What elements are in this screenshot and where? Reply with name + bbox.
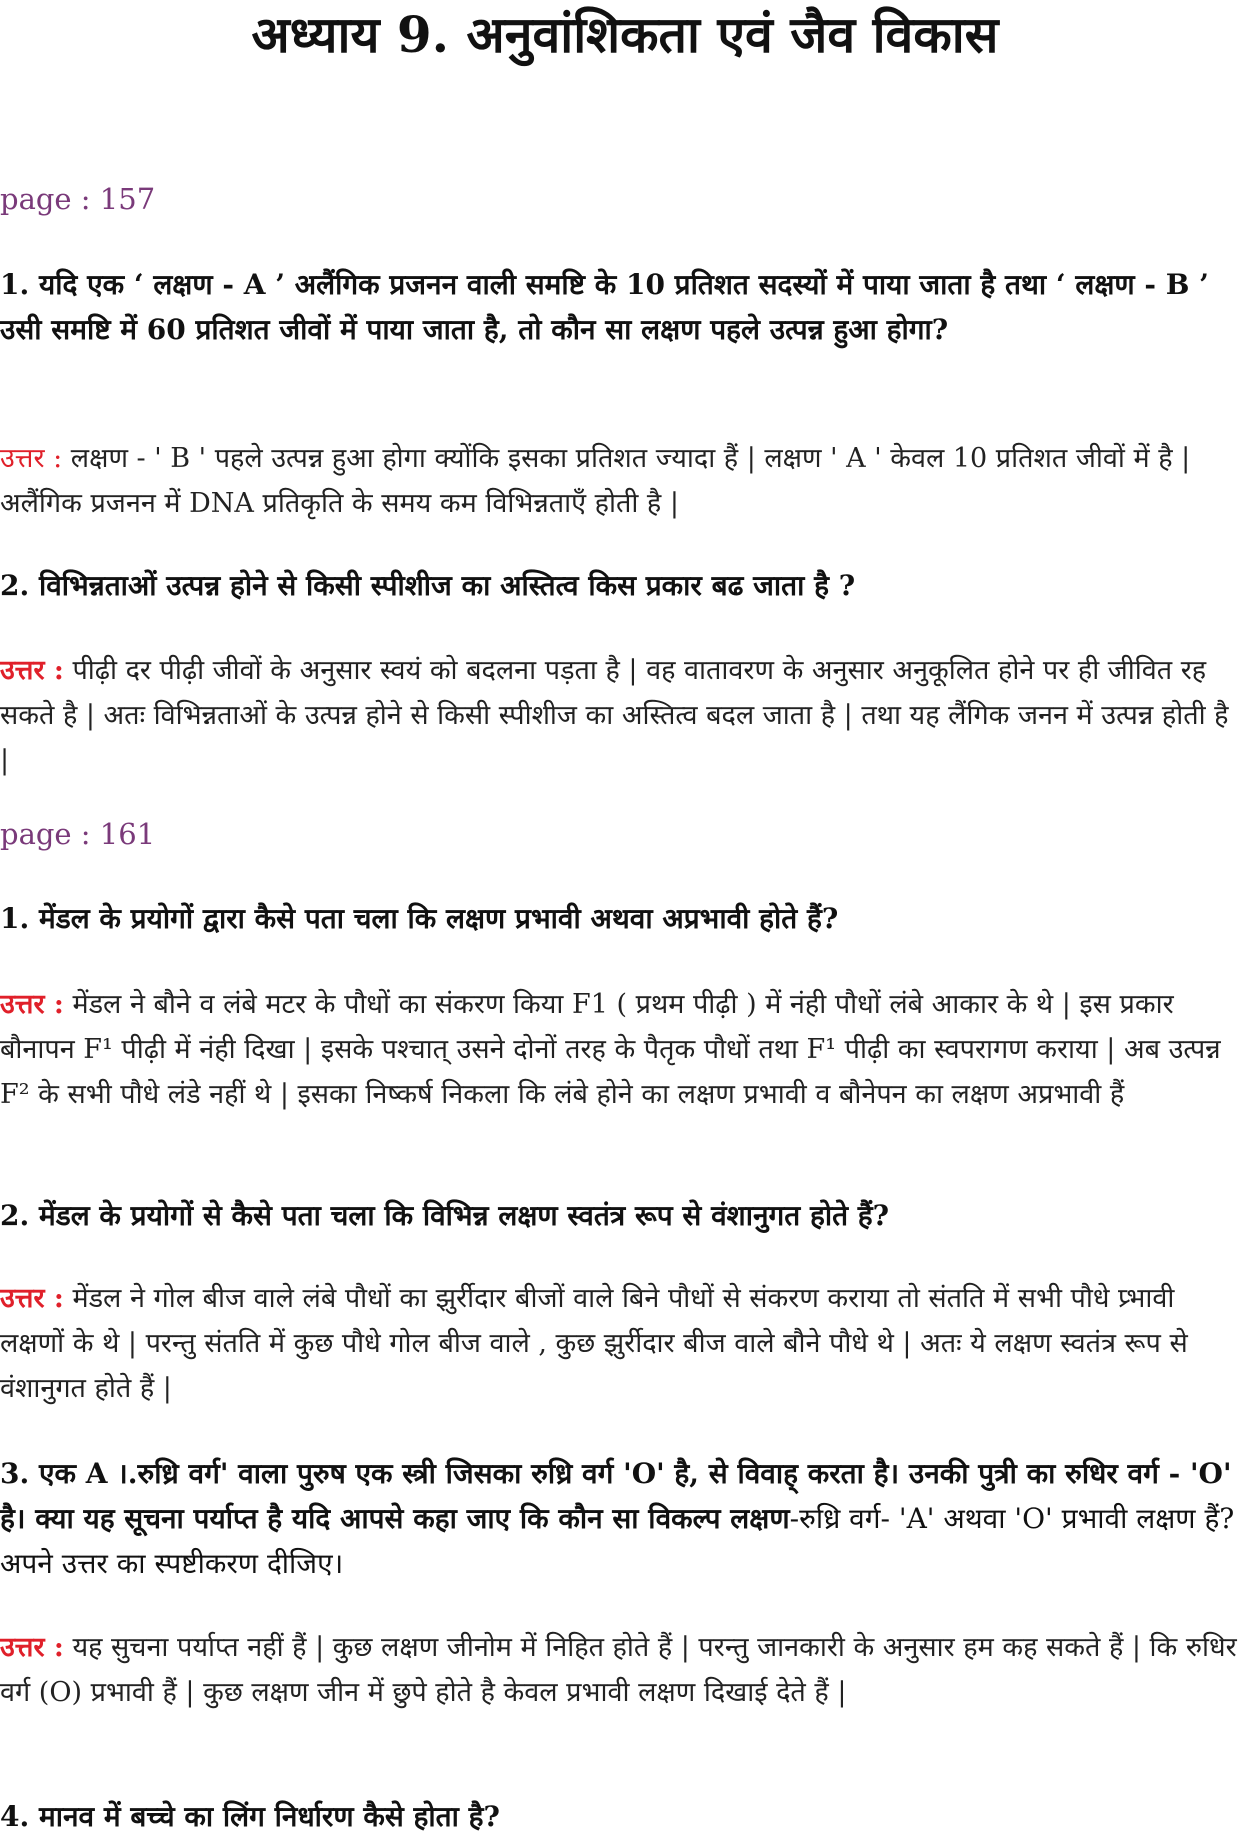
question-2: 2. विभिन्नताओं उत्पन्न होने से किसी स्पीशीज का अस्तित्व किस प्रकार बढ जाता है ? bbox=[0, 569, 856, 602]
answer-text: यह सुचना पर्याप्त नहीं हैं | कुछ लक्षण जीनोम में निहित होते हैं | परन्तु जानकारी के अनुसार हम कह सकते हैं | कि रुधिर वर्ग (O) प्रभावी हैं | कुछ लक्षण जीन में छुपे होते है केवल प्रभावी लक्षण दिखाई देते हैं | bbox=[0, 1632, 1237, 1708]
answer-1 bbox=[0, 436, 1240, 526]
answer-2 bbox=[0, 648, 1240, 783]
question-4: 4. मानव में बच्चे का लिंग निर्धारण कैसे होता है? bbox=[0, 1800, 500, 1833]
answer-text: मेंडल ने गोल बीज वाले लंबे पौधों का झुर्रीदार बीजों वाले बिने पौधों से संकरण कराया तो संतति में सभी पौधे प्र्भावी लक्षणों के थे | परन्तु संतति में कुछ पौधे गोल बीज वाले , कुछ झुर्रीदार बीज वाले बौने पौधे थे | अतः ये लक्षण स्वतंत्र रूप से वंशानुगत होते हैं | bbox=[0, 1283, 1188, 1404]
answer-text: लक्षण - ' B ' पहले उत्पन्न हुआ होगा क्योंकि इसका प्रतिशत ज्यादा हैं | लक्षण ' A ' केवल 10 प्रतिशत जीवों में है | अलैंगिक प्रजनन में DNA प्रतिकृति के समय कम विभिन्नताएँ होती है | bbox=[0, 443, 1191, 519]
answer-text: पीढ़ी दर पीढ़ी जीवों के अनुसार स्वयं को बदलना पड़ता है | वह वातावरण के अनुसार अनुकूलित होने पर ही जीवित रह सकते है | अतः विभिन्नताओं के उत्पन्न होने से किसी स्पीशीज का अस्तित्व बदल जाता है | तथा यह लैंगिक जनन में उत्पन्न होती है | bbox=[0, 655, 1229, 776]
answer-label: उत्तर : bbox=[0, 443, 63, 474]
page-ref-157: page : 157 bbox=[0, 182, 156, 216]
answer-label: उत्तर : bbox=[0, 989, 64, 1020]
question-text-rest: -रुध्रि वर्ग- 'A' अथवा 'O' प्रभावी लक्षण हैं? अपने उत्तर का स्पष्टीकरण दीजिए। bbox=[0, 1502, 1235, 1580]
answer-3 bbox=[0, 1625, 1240, 1715]
page-ref-161: page : 161 bbox=[0, 817, 156, 851]
question-3 bbox=[0, 1451, 1240, 1586]
question-2: 2. मेंडल के प्रयोगों से कैसे पता चला कि विभिन्न लक्षण स्वतंत्र रूप से वंशानुगत होते हैं? bbox=[0, 1199, 890, 1232]
answer-label: उत्तर : bbox=[0, 655, 64, 686]
answer-label: उत्तर : bbox=[0, 1283, 64, 1314]
question-1: 1. मेंडल के प्रयोगों द्वारा कैसे पता चला कि लक्षण प्रभावी अथवा अप्रभावी होते हैं? bbox=[0, 902, 839, 935]
question-text: 3. एक A ।.रुध्रि वर्ग' वाला पुरुष एक स्त्री जिसका रुध्रि वर्ग 'O' है, से विवाह् करता है। उनकी पुत्री का रुधिर वर्ग - 'O' है। क्या यह सूचना पर्याप्त है यदि आपसे कहा जाए कि कौन सा विकल्प लक्षण bbox=[0, 1457, 1232, 1535]
answer-text: मेंडल ने बौने व लंबे मटर के पौधों का संकरण किया F1 ( प्रथम पीढ़ी ) में नंही पौधों लंबे आकार के थे | इस प्रकार बौनापन F¹ पीढ़ी में नंही दिखा | इसके पश्चात् उसने दोनों तरह के पैतृक पौधों तथा F¹ पीढ़ी का स्वपरागण कराया | अब उत्पन्न F² के सभी पौधे लंडे नहीं थे | इसका निष्कर्ष निकला कि लंबे होने का लक्षण प्रभावी व बौनेपन का लक्षण अप्रभावी हैं bbox=[0, 989, 1221, 1110]
answer-1 bbox=[0, 982, 1240, 1117]
answer-label: उत्तर : bbox=[0, 1632, 64, 1663]
answer-2 bbox=[0, 1276, 1240, 1411]
chapter-title: अध्याय 9. अनुवांशिकता एवं जैव विकास bbox=[251, 5, 999, 64]
question-1: 1. यदि एक ‘ लक्षण - A ’ अलैंगिक प्रजनन वाली समष्टि के 10 प्रतिशत सदस्यों में पाया जाता है तथा ‘ लक्षण - B ’ उसी समष्टि में 60 प्रतिशत जीवों में पाया जाता है, तो कौन सा लक्षण पहले उत्पन्न हुआ होगा? bbox=[0, 268, 1209, 346]
